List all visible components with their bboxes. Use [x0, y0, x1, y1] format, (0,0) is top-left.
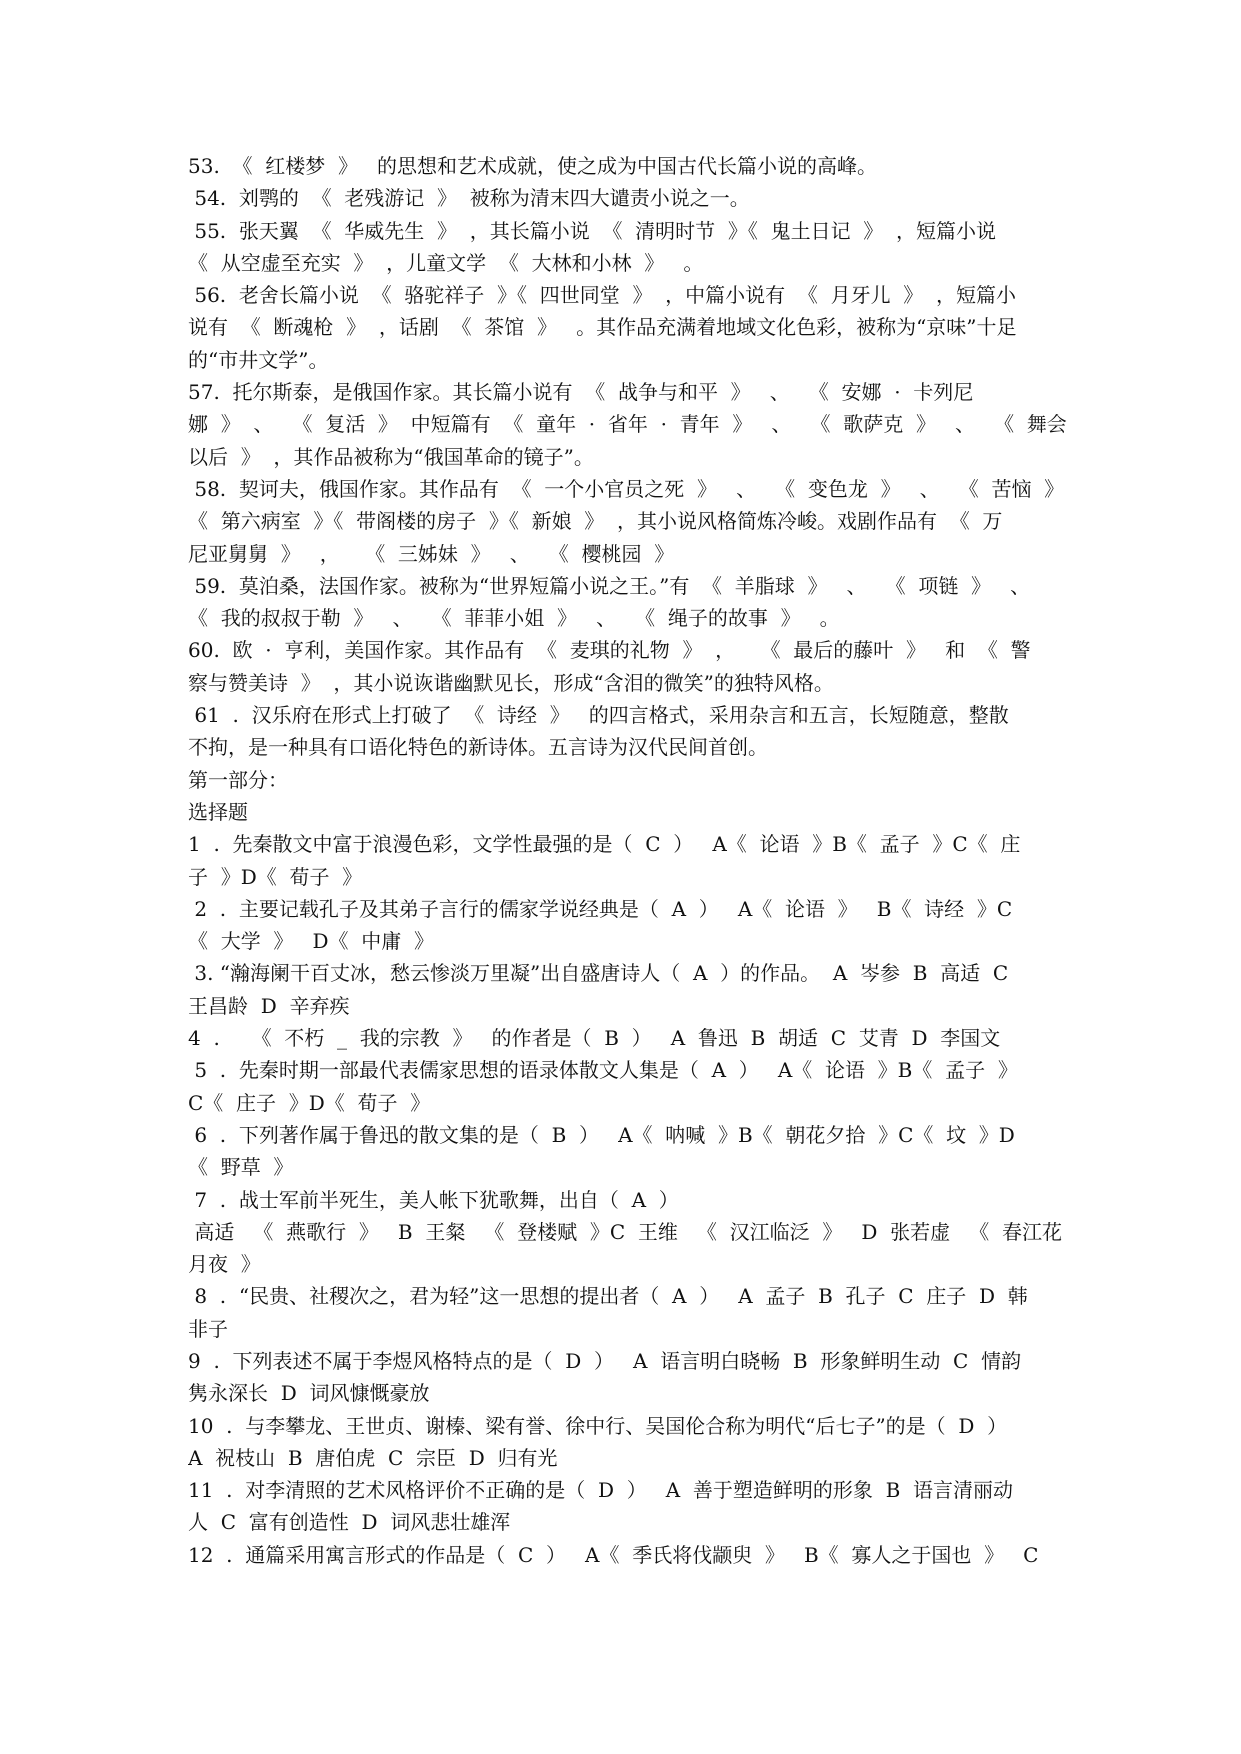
question-line: 8 . “民贵、社稷次之，君为轻”这一思想的提出者（ A ） A 孟子 B 孔子 C 庄子 D 韩: [188, 1284, 1028, 1309]
question-line: A 祝枝山 B 唐伯虎 C 宗臣 D 归有光: [188, 1445, 558, 1470]
question-line: 王昌龄 D 辛弃疾: [188, 993, 350, 1018]
question-line: 2 . 主要记载孔子及其弟子言行的儒家学说经典是（ A ） A《 论语 》 B《 诗经 》C: [188, 896, 1013, 921]
question-line: 9 . 下列表述不属于李煜风格特点的是（ D ） A 语言明白晓畅 B 形象鲜明生动 C 情韵: [188, 1348, 1022, 1373]
question-line: 12 . 通篇采用寓言形式的作品是（ C ） A《 季氏将伐颛臾 》 B《 寡人之于国也 》 C: [188, 1542, 1039, 1567]
text-line: 察与赞美诗 》 ，其小说诙谐幽默见长，形成“含泪的微笑”的独特风格。: [188, 670, 834, 695]
text-line: 57. 托尔斯泰，是俄国作家。其长篇小说有 《 战争与和平 》 、 《 安娜 · 卡列尼: [188, 380, 974, 405]
text-line: 53. 《 红楼梦 》 的思想和艺术成就，使之成为中国古代长篇小说的高峰。: [188, 154, 878, 178]
text-line: 60. 欧 · 亨利，美国作家。其作品有 《 麦琪的礼物 》 ， 《 最后的藤叶 》 和 《 警: [188, 638, 1031, 663]
text-line: 不拘，是一种具有口语化特色的新诗体。五言诗为汉代民间首创。: [188, 735, 768, 760]
text-line: 56. 老舍长篇小说 《 骆驼祥子 》《 四世同堂 》 ，中篇小说有 《 月牙儿 》 ，短篇小: [188, 283, 1017, 308]
text-line: 说有 《 断魂枪 》 ，话剧 《 茶馆 》 。其作品充满着地域文化色彩，被称为“京味”十足: [188, 315, 1017, 340]
text-line: 59. 莫泊桑，法国作家。被称为“世界短篇小说之王。”有 《 羊脂球 》 、 《 项链 》 、: [188, 573, 1031, 598]
text-line: 的“市井文学”。: [188, 347, 329, 372]
question-line: 1 . 先秦散文中富于浪漫色彩，文学性最强的是（ C ） A《 论语 》B《 孟子 》C《 庄: [188, 832, 1021, 857]
text-line: 《 我的叔叔于勒 》 、 《 菲菲小姐 》 、 《 绳子的故事 》 。: [188, 606, 840, 631]
question-line: 7 . 战士军前半死生，美人帐下犹歌舞，出自（ A ）: [188, 1187, 679, 1212]
question-line: 《 大学 》 D《 中庸 》: [188, 929, 434, 954]
text-line: 55. 张天翼 《 华威先生 》 ，其长篇小说 《 清明时节 》《 鬼土日记 》 ，短篇小说: [188, 218, 997, 243]
question-line: 6 . 下列著作属于鲁迅的散文集的是（ B ） A《 呐喊 》B《 朝花夕拾 》C《 坟 》D: [188, 1122, 1015, 1147]
section-subheading: 选择题: [188, 799, 248, 824]
question-line: 人 C 富有创造性 D 词风悲壮雄浑: [188, 1510, 511, 1535]
question-line: 《 野草 》: [188, 1155, 294, 1180]
question-line: 3. “瀚海阑干百丈冰，愁云惨淡万里凝”出自盛唐诗人（ A ）的作品。 A 岑参 B 高适 C: [188, 961, 1009, 986]
text-line: 《 从空虚至充实 》 ，儿童文学 《 大林和小林 》 。: [188, 250, 704, 275]
question-line: 11 . 对李清照的艺术风格评价不正确的是（ D ） A 善于塑造鲜明的形象 B 语言清丽动: [188, 1478, 1014, 1503]
text-line: 54. 刘鹗的 《 老残游记 》 被称为清末四大谴责小说之一。: [188, 186, 750, 211]
question-line: 隽永深长 D 词风慷慨豪放: [188, 1381, 430, 1406]
section-heading: 第一部分：: [188, 767, 288, 792]
text-line: 61 . 汉乐府在形式上打破了 《 诗经 》 的四言格式，采用杂言和五言，长短随意，整散: [188, 703, 1009, 728]
text-line: 58. 契诃夫，俄国作家。其作品有 《 一个小官员之死 》 、 《 变色龙 》 、 《 苦恼 》: [188, 476, 1065, 501]
question-line: 4 . 《 不朽 _ 我的宗教 》 的作者是（ B ） A 鲁迅 B 胡适 C 艾青 D 李国文: [188, 1026, 1001, 1051]
text-line: 娜 》 、 《 复活 》 中短篇有 《 童年 · 省年 · 青年 》 、 《 歌萨克 》 、 《 舞会: [188, 412, 1067, 437]
text-line: 尼亚舅舅 》 ， 《 三姊妹 》 、 《 樱桃园 》: [188, 541, 675, 566]
question-line: 子 》D《 荀子 》: [188, 864, 363, 889]
text-line: 以后 》 ，其作品被称为“俄国革命的镜子”。: [188, 444, 594, 469]
text-line: 《 第六病室 》《 带阁楼的房子 》《 新娘 》 ，其小说风格简炼冷峻。戏剧作品有 《 万: [188, 509, 1003, 534]
question-line: 高适 《 燕歌行 》 B 王粲 《 登楼赋 》C 王维 《 汉江临泛 》 D 张若虚 《 春江花: [188, 1219, 1062, 1244]
question-line: 月夜 》: [188, 1252, 261, 1277]
question-line: 非子: [188, 1316, 228, 1341]
document-body: [188, 150, 1068, 1571]
question-line: C《 庄子 》D《 荀子 》: [188, 1090, 431, 1115]
question-line: 5 . 先秦时期一部最代表儒家思想的语录体散文人集是（ A ） A《 论语 》B《 孟子 》: [188, 1058, 1018, 1083]
question-line: 10 . 与李攀龙、王世贞、谢榛、梁有誉、徐中行、吴国伦合称为明代“后七子”的是（ D ）: [188, 1413, 1008, 1438]
